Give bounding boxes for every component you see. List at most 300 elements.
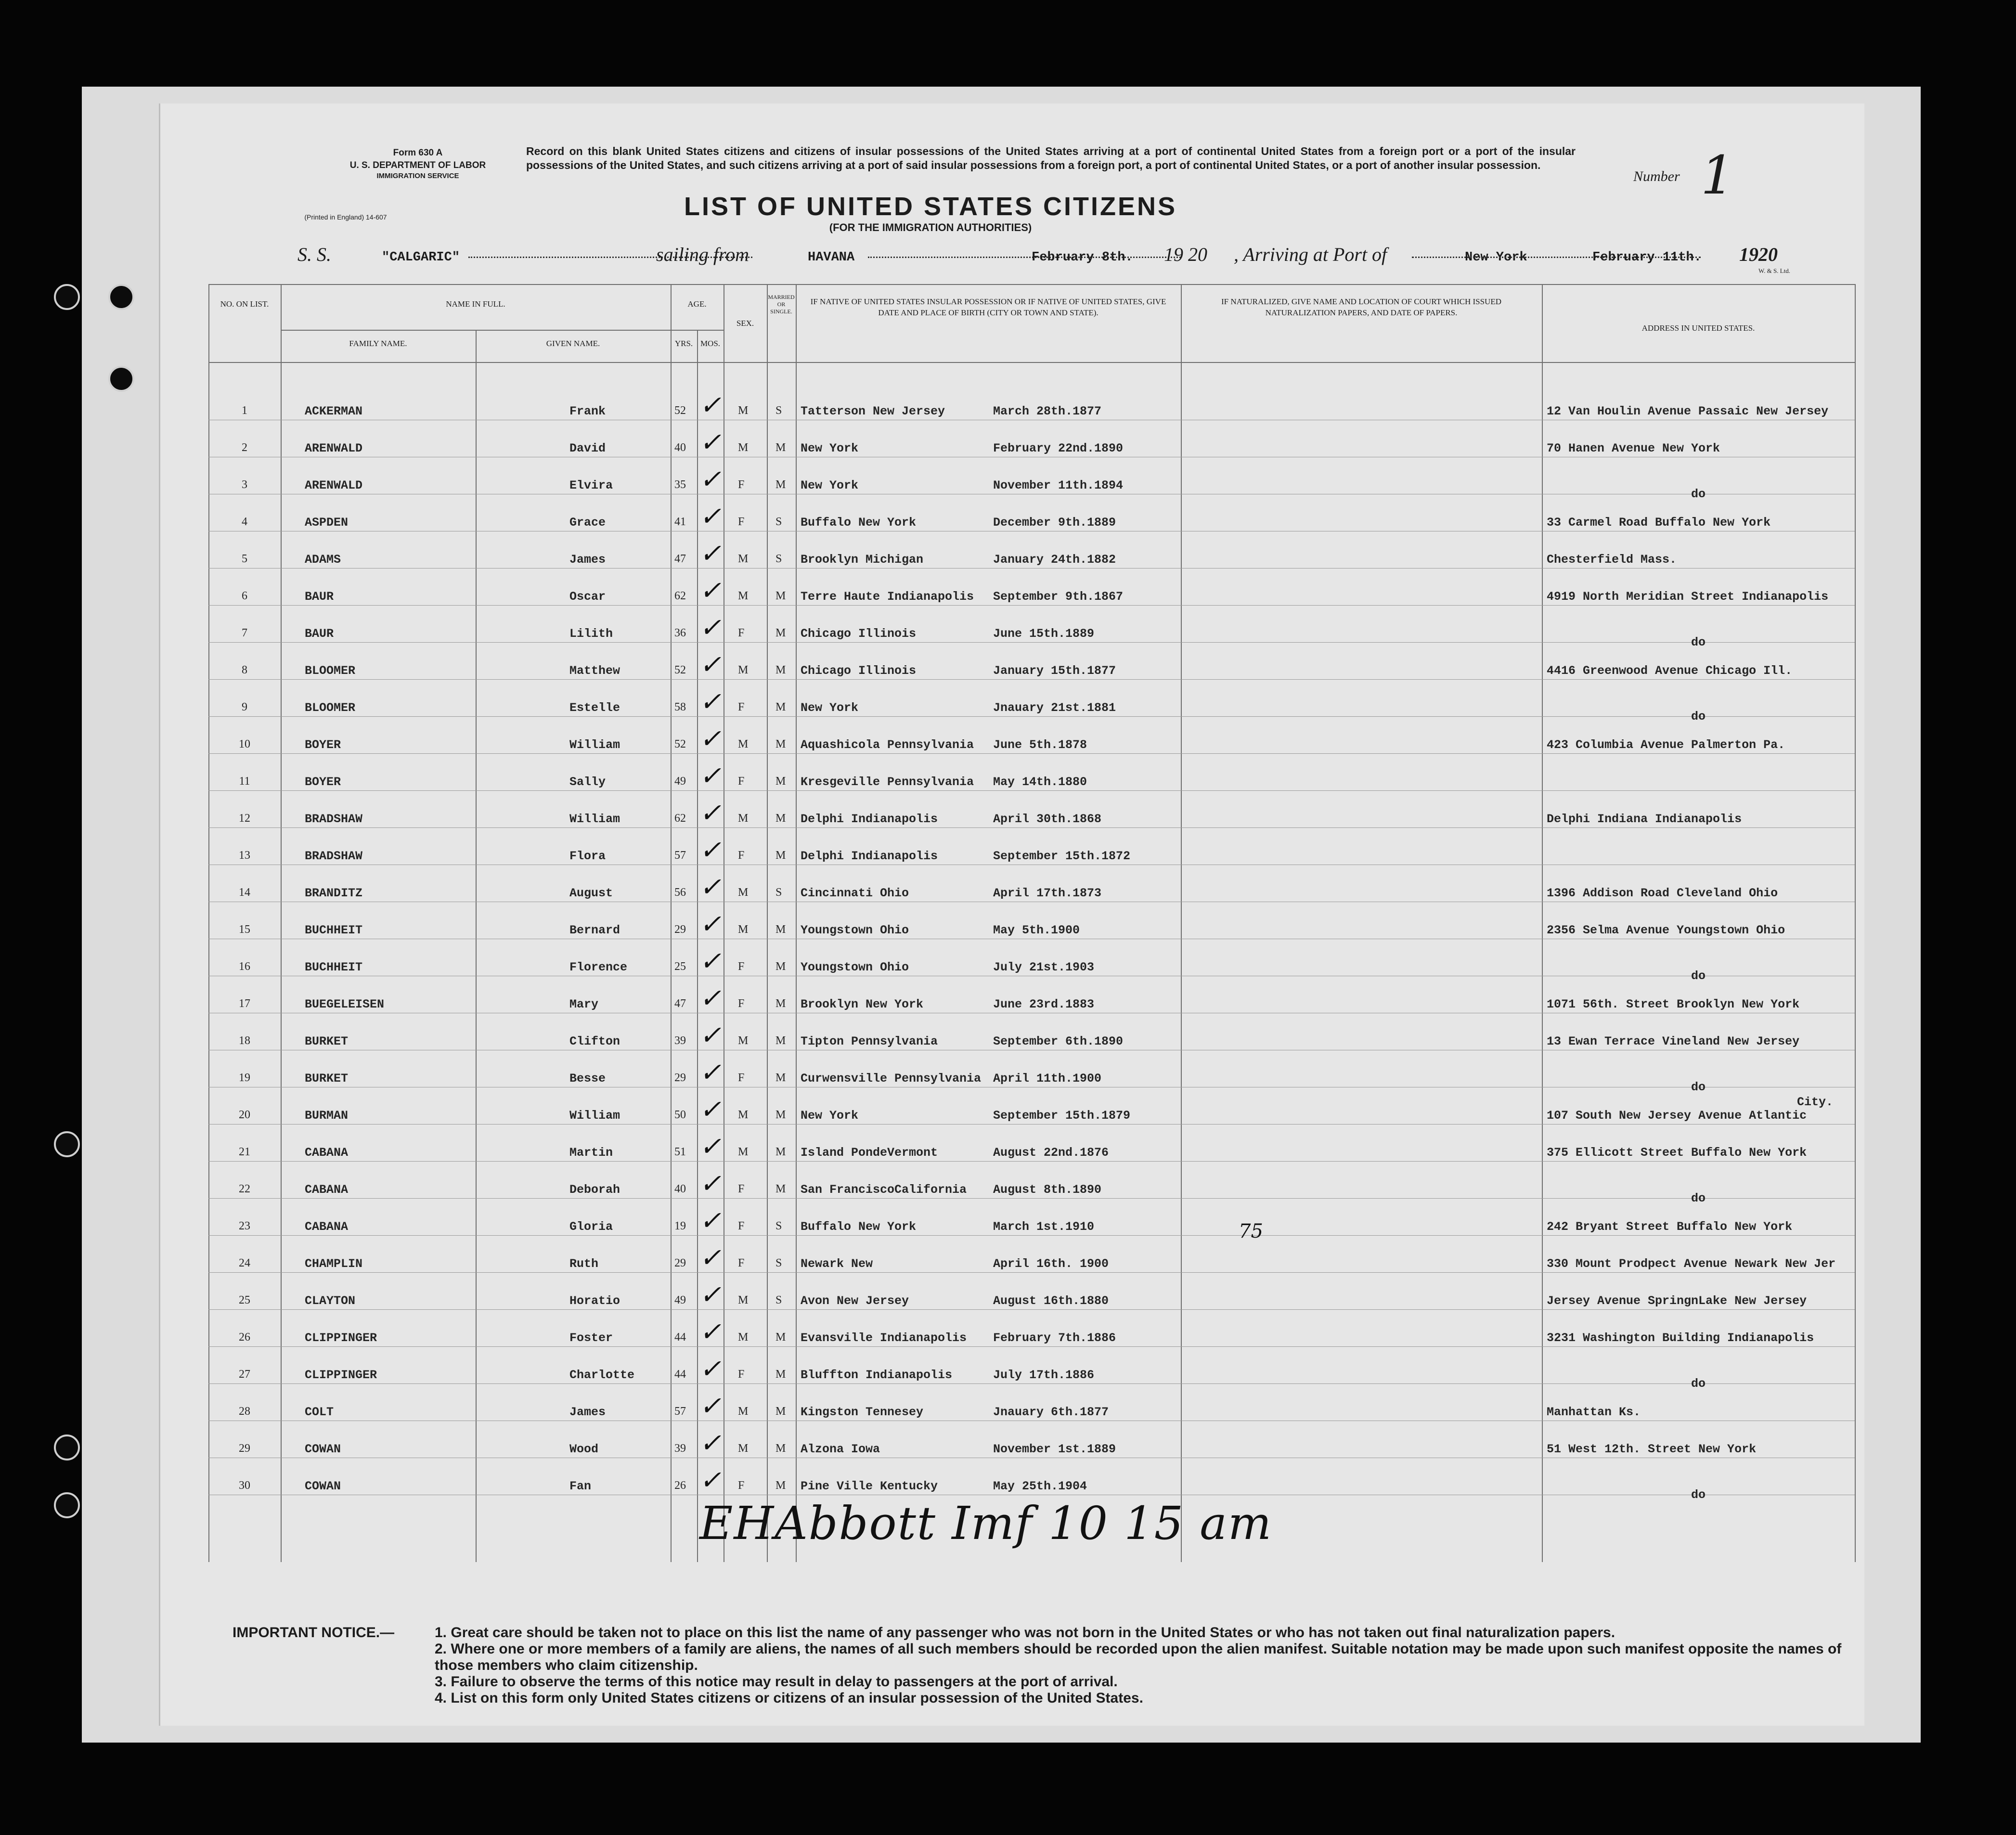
given-name: Lilith	[569, 627, 613, 641]
subheader-rule	[281, 330, 724, 331]
birth-place: New York	[801, 441, 859, 455]
family-name: COWAN	[305, 1442, 341, 1456]
marital-status: M	[775, 590, 786, 602]
sex: F	[738, 960, 745, 973]
address: do	[1691, 1377, 1706, 1391]
row-number: 21	[239, 1146, 250, 1158]
check-mark-icon: ✓	[699, 1131, 722, 1162]
marital-status: M	[775, 478, 786, 491]
header-no: NO. ON LIST.	[220, 299, 269, 309]
row-rule	[208, 679, 1855, 680]
birth-place: San FranciscoCalifornia	[801, 1183, 967, 1197]
given-name: Wood	[569, 1442, 599, 1456]
address: 3231 Washington Building Indianapolis	[1547, 1331, 1814, 1345]
inspector-signature: EHAbbott Imf 10 15 am	[699, 1497, 1273, 1550]
address-continuation: City.	[1797, 1095, 1834, 1109]
row-number: 28	[239, 1405, 250, 1418]
row-number: 4	[242, 516, 247, 528]
check-mark-icon: ✓	[699, 1205, 722, 1236]
list-number: 1	[1701, 144, 1734, 206]
given-name: Florence	[569, 960, 628, 974]
check-mark-icon: ✓	[699, 761, 722, 791]
sex: F	[738, 1183, 745, 1195]
sex: F	[738, 997, 745, 1010]
age-years: 39	[674, 1034, 686, 1047]
row-number: 25	[239, 1294, 250, 1306]
age-years: 25	[674, 960, 686, 973]
birth-date: July 21st.1903	[993, 960, 1095, 974]
family-name: CABANA	[305, 1183, 349, 1197]
sex: F	[738, 1072, 745, 1084]
birth-place: Delphi Indianapolis	[801, 812, 938, 826]
check-mark-icon: ✓	[699, 427, 722, 457]
row-rule	[208, 790, 1855, 791]
sex: M	[738, 404, 749, 417]
birth-date: March 28th.1877	[993, 404, 1102, 418]
given-name: William	[569, 812, 620, 826]
marital-status: M	[775, 775, 786, 788]
age-years: 57	[674, 849, 686, 862]
check-mark-icon: ✓	[699, 390, 722, 420]
row-number: 12	[239, 812, 250, 825]
sex: F	[738, 849, 745, 862]
header-naturalized: IF NATURALIZED, GIVE NAME AND LOCATION OF COURT WHICH ISSUED NATURALIZATION PAPERS, AND DATE OF PAPERS.	[1221, 297, 1501, 317]
row-rule	[208, 1198, 1855, 1199]
birth-date: May 25th.1904	[993, 1479, 1087, 1493]
department: U. S. DEPARTMENT OF LABOR	[349, 160, 486, 170]
age-years: 26	[674, 1479, 686, 1492]
row-number: 19	[239, 1072, 250, 1084]
birth-place: Tipton Pennsylvania	[801, 1034, 938, 1048]
row-rule	[208, 642, 1855, 643]
header-rule	[208, 362, 1855, 363]
marital-status: M	[775, 960, 786, 973]
marital-status: S	[775, 1220, 782, 1232]
header-mos: MOS.	[700, 339, 721, 348]
check-mark-icon: ✓	[699, 872, 722, 902]
family-name: ACKERMAN	[305, 404, 363, 418]
sex: M	[738, 1405, 749, 1418]
family-name: BOYER	[305, 738, 341, 752]
age-years: 51	[674, 1146, 686, 1158]
marital-status: M	[775, 738, 786, 750]
check-mark-icon: ✓	[699, 1354, 722, 1384]
age-years: 56	[674, 886, 686, 899]
birth-date: September 6th.1890	[993, 1034, 1124, 1048]
birth-date: January 15th.1877	[993, 664, 1116, 678]
service: IMMIGRATION SERVICE	[376, 172, 459, 180]
row-rule	[208, 1309, 1855, 1310]
given-name: Bernard	[569, 923, 620, 937]
given-name: Deborah	[569, 1183, 620, 1197]
given-name: William	[569, 738, 620, 752]
birth-date: June 5th.1878	[993, 738, 1087, 752]
family-name: BLOOMER	[305, 701, 356, 715]
page-title: LIST OF UNITED STATES CITIZENS	[684, 192, 1177, 221]
address: do	[1691, 710, 1706, 724]
address: Manhattan Ks.	[1547, 1405, 1641, 1419]
marital-status: S	[775, 886, 782, 899]
arrival-port: New York	[1465, 250, 1527, 265]
sex: M	[738, 1331, 749, 1344]
row-number: 29	[239, 1442, 250, 1455]
row-number: 1	[242, 404, 247, 417]
birth-date: May 14th.1880	[993, 775, 1087, 789]
age-years: 39	[674, 1442, 686, 1455]
row-rule	[208, 605, 1855, 606]
age-years: 52	[674, 404, 686, 417]
birth-date: April 30th.1868	[993, 812, 1102, 826]
marital-status: M	[775, 664, 786, 676]
address: 51 West 12th. Street New York	[1547, 1442, 1757, 1456]
age-years: 40	[674, 1183, 686, 1195]
check-mark-icon: ✓	[699, 612, 722, 643]
check-mark-icon: ✓	[699, 464, 722, 494]
birth-place: Brooklyn New York	[801, 997, 924, 1011]
address: 107 South New Jersey Avenue Atlantic	[1547, 1109, 1807, 1123]
address: 1071 56th. Street Brooklyn New York	[1547, 997, 1800, 1011]
family-name: BAUR	[305, 627, 334, 641]
sex: F	[738, 701, 745, 713]
marital-status: M	[775, 1368, 786, 1381]
sex: M	[738, 441, 749, 454]
birth-place: Curwensville Pennsylvania	[801, 1072, 982, 1085]
header-yrs: YRS.	[674, 339, 693, 348]
binding-hole	[54, 1434, 80, 1460]
address: Chesterfield Mass.	[1547, 553, 1677, 567]
header-birth: IF NATIVE OF UNITED STATES INSULAR POSSESSION OR IF NATIVE OF UNITED STATES, GIVE DATE AND PLACE OF BIRTH (CITY OR TOWN AND STATE).	[810, 297, 1166, 317]
marital-status: M	[775, 1109, 786, 1121]
address: 4919 North Meridian Street Indianapolis	[1547, 590, 1829, 604]
address: do	[1691, 487, 1706, 501]
age-years: 40	[674, 441, 686, 454]
form-number: Form 630 A	[393, 148, 443, 158]
family-name: BRADSHAW	[305, 849, 363, 863]
birth-date: January 24th.1882	[993, 553, 1116, 567]
header-married-single: MARRIED OR SINGLE.	[768, 294, 795, 315]
given-name: Sally	[569, 775, 606, 789]
sex: M	[738, 923, 749, 936]
birth-place: Avon New Jersey	[801, 1294, 909, 1308]
row-rule	[208, 753, 1855, 754]
birth-place: Pine Ville Kentucky	[801, 1479, 938, 1493]
row-number: 16	[239, 960, 250, 973]
age-years: 58	[674, 701, 686, 713]
row-number: 7	[242, 627, 247, 639]
sex: M	[738, 1442, 749, 1455]
row-rule	[208, 568, 1855, 569]
check-mark-icon: ✓	[699, 835, 722, 865]
row-number: 22	[239, 1183, 250, 1195]
birth-place: Tatterson New Jersey	[801, 404, 945, 418]
binding-hole	[108, 284, 134, 310]
birth-place: New York	[801, 478, 859, 492]
birth-place: Island PondeVermont	[801, 1146, 938, 1160]
age-years: 36	[674, 627, 686, 639]
birth-date: September 15th.1879	[993, 1109, 1131, 1123]
birth-date: Jnauary 21st.1881	[993, 701, 1116, 715]
year-two: 1920	[1739, 244, 1778, 265]
arriving-label: , Arriving at Port of	[1234, 244, 1387, 265]
check-mark-icon: ✓	[699, 1168, 722, 1199]
given-name: Horatio	[569, 1294, 620, 1308]
address: 242 Bryant Street Buffalo New York	[1547, 1220, 1793, 1234]
check-mark-icon: ✓	[699, 983, 722, 1013]
family-name: ADAMS	[305, 553, 341, 567]
sailing-label: sailing from	[656, 244, 749, 265]
family-name: BURMAN	[305, 1109, 349, 1123]
marital-status: M	[775, 1183, 786, 1195]
age-years: 29	[674, 923, 686, 936]
header-age: AGE.	[687, 299, 707, 309]
marital-status: S	[775, 1294, 782, 1306]
family-name: BUCHHEIT	[305, 960, 363, 974]
row-rule	[208, 1383, 1855, 1384]
header-sex: SEX.	[736, 319, 754, 328]
family-name: CLIPPINGER	[305, 1331, 377, 1345]
birth-date: March 1st.1910	[993, 1220, 1095, 1234]
row-number: 5	[242, 553, 247, 565]
birth-date: June 23rd.1883	[993, 997, 1095, 1011]
birth-date: December 9th.1889	[993, 516, 1116, 530]
check-mark-icon: ✓	[699, 1279, 722, 1310]
address: Delphi Indiana Indianapolis	[1547, 812, 1742, 826]
address: 1396 Addison Road Cleveland Ohio	[1547, 886, 1778, 900]
printed-note: (Printed in England) 14-607	[304, 213, 387, 221]
year-one: 19 20	[1164, 244, 1207, 265]
given-name: Grace	[569, 516, 606, 530]
age-years: 29	[674, 1072, 686, 1084]
margin-note: 75	[1239, 1220, 1263, 1242]
row-number: 9	[242, 701, 247, 713]
age-years: 49	[674, 775, 686, 788]
birth-date: April 17th.1873	[993, 886, 1102, 900]
birth-date: November 1st.1889	[993, 1442, 1116, 1456]
birth-date: July 17th.1886	[993, 1368, 1095, 1382]
family-name: BRADSHAW	[305, 812, 363, 826]
birth-place: Aquashicola Pennsylvania	[801, 738, 974, 752]
binding-hole	[54, 1492, 80, 1518]
dotted-line	[868, 257, 1181, 258]
birth-date: August 22nd.1876	[993, 1146, 1109, 1160]
row-rule	[208, 1235, 1855, 1236]
check-mark-icon: ✓	[699, 538, 722, 569]
row-number: 8	[242, 664, 247, 676]
row-number: 11	[239, 775, 250, 788]
family-name: ASPDEN	[305, 516, 349, 530]
birth-place: Chicago Illinois	[801, 627, 917, 641]
address: do	[1691, 969, 1706, 983]
age-years: 29	[674, 1257, 686, 1269]
row-number: 26	[239, 1331, 250, 1344]
birth-date: February 7th.1886	[993, 1331, 1116, 1345]
given-name: Elvira	[569, 478, 613, 492]
notice-item: 1. Great care should be taken not to place on this list the name of any passenger who was not born in the United States or who has not taken out final naturalization papers.	[435, 1625, 1615, 1641]
birth-place: Cincinnati Ohio	[801, 886, 909, 900]
address: 4416 Greenwood Avenue Chicago Ill.	[1547, 664, 1793, 678]
address: 70 Hanen Avenue New York	[1547, 441, 1720, 455]
row-number: 2	[242, 441, 247, 454]
address: do	[1691, 1488, 1706, 1502]
address: 330 Mount Prodpect Avenue Newark New Jer	[1547, 1257, 1836, 1271]
age-years: 57	[674, 1405, 686, 1418]
notice-item: 3. Failure to observe the terms of this notice may result in delay to passengers at the port of arrival.	[435, 1674, 1118, 1690]
given-name: Fan	[569, 1479, 592, 1493]
family-name: BUCHHEIT	[305, 923, 363, 937]
row-rule	[208, 1161, 1855, 1162]
row-number: 15	[239, 923, 250, 936]
sex: M	[738, 1294, 749, 1306]
printer-mark: W. & S. Ltd.	[1758, 267, 1790, 274]
sex: M	[738, 812, 749, 825]
family-name: COWAN	[305, 1479, 341, 1493]
page-subtitle: (FOR THE IMMIGRATION AUTHORITIES)	[829, 221, 1032, 233]
marital-status: S	[775, 404, 782, 417]
address: 33 Carmel Road Buffalo New York	[1547, 516, 1771, 530]
sex: M	[738, 590, 749, 602]
birth-date: September 15th.1872	[993, 849, 1131, 863]
sex: M	[738, 1146, 749, 1158]
family-name: CLIPPINGER	[305, 1368, 377, 1382]
marital-status: M	[775, 627, 786, 639]
given-name: Foster	[569, 1331, 613, 1345]
family-name: BAUR	[305, 590, 334, 604]
birth-place: Bluffton Indianapolis	[801, 1368, 953, 1382]
binding-hole	[54, 1131, 80, 1157]
given-name: Estelle	[569, 701, 620, 715]
family-name: CHAMPLIN	[305, 1257, 363, 1271]
family-name: BURKET	[305, 1072, 349, 1085]
marital-status: M	[775, 1146, 786, 1158]
birth-date: June 15th.1889	[993, 627, 1095, 641]
given-name: Mary	[569, 997, 599, 1011]
check-mark-icon: ✓	[699, 686, 722, 717]
age-years: 44	[674, 1368, 686, 1381]
marital-status: M	[775, 1034, 786, 1047]
marital-status: S	[775, 516, 782, 528]
given-name: David	[569, 441, 606, 455]
address: do	[1691, 1080, 1706, 1094]
address: 2356 Selma Avenue Youngstown Ohio	[1547, 923, 1785, 937]
age-years: 49	[674, 1294, 686, 1306]
birth-place: Youngstown Ohio	[801, 923, 909, 937]
sail-date: February 8th.	[1032, 250, 1133, 265]
given-name: Martin	[569, 1146, 613, 1160]
birth-place: New York	[801, 701, 859, 715]
age-years: 47	[674, 997, 686, 1010]
marital-status: M	[775, 1072, 786, 1084]
address: 423 Columbia Avenue Palmerton Pa.	[1547, 738, 1785, 752]
departure-port: HAVANA	[808, 250, 855, 265]
birth-place: Evansville Indianapolis	[801, 1331, 967, 1345]
age-years: 19	[674, 1220, 686, 1232]
given-name: Gloria	[569, 1220, 613, 1234]
given-name: Flora	[569, 849, 606, 863]
given-name: Charlotte	[569, 1368, 635, 1382]
number-label: Number	[1633, 168, 1680, 184]
ship-name: "CALGARIC"	[382, 250, 460, 265]
marital-status: S	[775, 553, 782, 565]
sex: F	[738, 627, 745, 639]
check-mark-icon: ✓	[699, 946, 722, 976]
birth-date: April 11th.1900	[993, 1072, 1102, 1085]
birth-place: Delphi Indianapolis	[801, 849, 938, 863]
header-given-name: GIVEN NAME.	[546, 339, 600, 348]
birth-date: Jnauary 6th.1877	[993, 1405, 1109, 1419]
check-mark-icon: ✓	[699, 575, 722, 606]
sex: F	[738, 775, 745, 788]
row-number: 13	[239, 849, 250, 862]
passenger-table	[208, 284, 1855, 1562]
check-mark-icon: ✓	[699, 1428, 722, 1458]
birth-date: May 5th.1900	[993, 923, 1080, 937]
address: 12 Van Houlin Avenue Passaic New Jersey	[1547, 404, 1829, 418]
age-years: 35	[674, 478, 686, 491]
marital-status: M	[775, 1331, 786, 1344]
birth-place: Kingston Tennesey	[801, 1405, 924, 1419]
birth-place: Kresgeville Pennsylvania	[801, 775, 974, 789]
birth-place: Brooklyn Michigan	[801, 553, 924, 567]
family-name: ARENWALD	[305, 441, 363, 455]
sex: M	[738, 738, 749, 750]
arrival-date: February 11th.	[1592, 250, 1702, 265]
marital-status: M	[775, 1442, 786, 1455]
birth-date: August 8th.1890	[993, 1183, 1102, 1197]
birth-place: Youngstown Ohio	[801, 960, 909, 974]
age-years: 47	[674, 553, 686, 565]
given-name: Oscar	[569, 590, 606, 604]
birth-place: Alzona Iowa	[801, 1442, 880, 1456]
age-years: 44	[674, 1331, 686, 1344]
birth-place: Buffalo New York	[801, 516, 917, 530]
check-mark-icon: ✓	[699, 1391, 722, 1421]
row-number: 10	[239, 738, 250, 750]
address: 375 Ellicott Street Buffalo New York	[1547, 1146, 1807, 1160]
sex: F	[738, 478, 745, 491]
sex: F	[738, 1368, 745, 1381]
address: do	[1691, 635, 1706, 649]
manifest-sheet	[159, 103, 1864, 1726]
age-years: 41	[674, 516, 686, 528]
binding-hole	[108, 366, 134, 392]
row-rule	[208, 716, 1855, 717]
check-mark-icon: ✓	[699, 798, 722, 828]
header-family-name: FAMILY NAME.	[349, 339, 407, 348]
sex: M	[738, 886, 749, 899]
row-number: 23	[239, 1220, 250, 1232]
family-name: CLAYTON	[305, 1294, 356, 1308]
family-name: CABANA	[305, 1220, 349, 1234]
birth-date: November 11th.1894	[993, 478, 1124, 492]
age-years: 50	[674, 1109, 686, 1121]
record-instructions: Record on this blank United States citizens and citizens of insular possessions of the United States arriving at a port of continental United States from a foreign port or a port of the insular possessions of the United States, and such citizens arriving at a port of said insular possessions from a foreign port, a port of continental United States, or a port of another insular possession.	[526, 145, 1576, 171]
given-name: Frank	[569, 404, 606, 418]
birth-place: Newark New	[801, 1257, 873, 1271]
row-number: 17	[239, 997, 250, 1010]
age-years: 62	[674, 812, 686, 825]
notice-item: 2. Where one or more members of a family are aliens, the names of all such members should be recorded upon the alien manifest. Suitable notation may be made upon such manifest opposite the names of those members who claim citizenship.	[435, 1641, 1842, 1673]
birth-place: New York	[801, 1109, 859, 1123]
given-name: James	[569, 1405, 606, 1419]
check-mark-icon: ✓	[699, 649, 722, 680]
birth-date: August 16th.1880	[993, 1294, 1109, 1308]
sex: F	[738, 1479, 745, 1492]
check-mark-icon: ✓	[699, 1317, 722, 1347]
family-name: BLOOMER	[305, 664, 356, 678]
given-name: Ruth	[569, 1257, 599, 1271]
birth-date: February 22nd.1890	[993, 441, 1124, 455]
given-name: William	[569, 1109, 620, 1123]
